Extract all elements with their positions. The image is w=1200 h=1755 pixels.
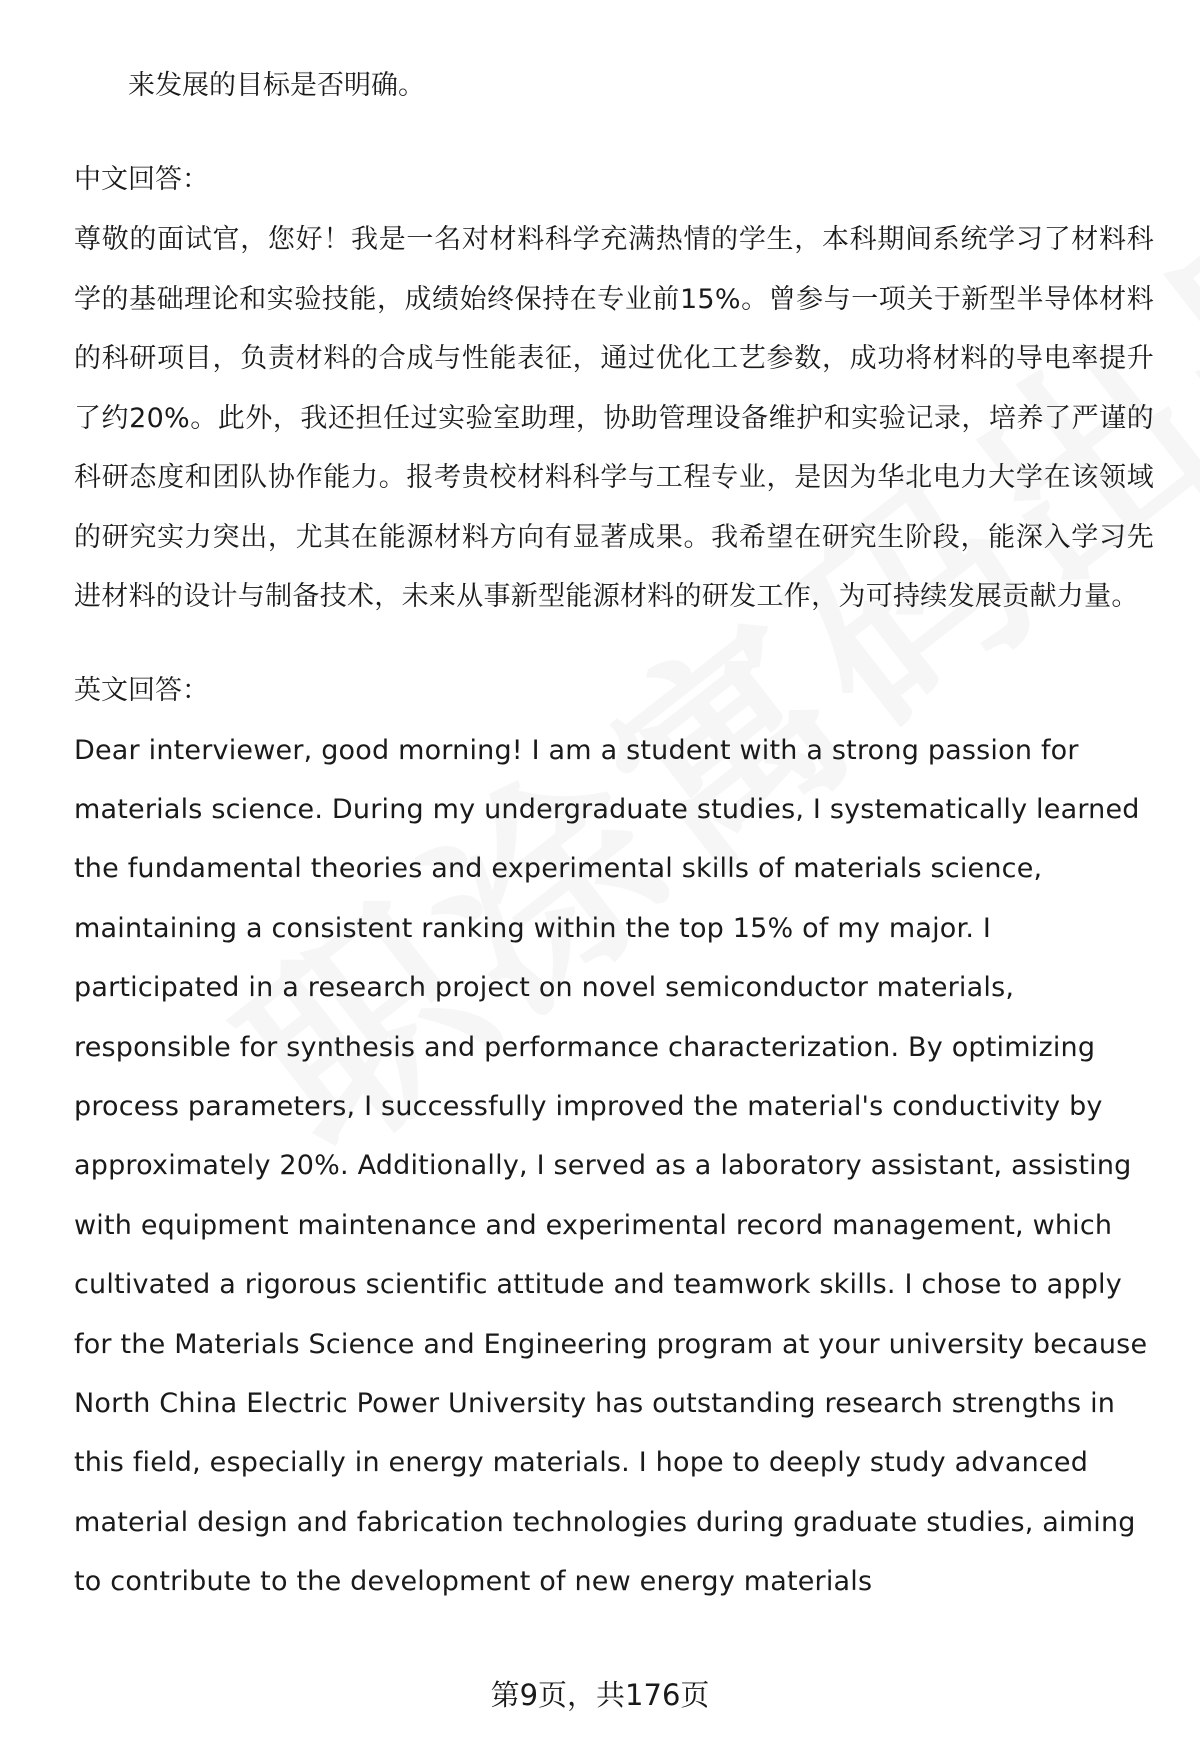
chinese-answer-body: 尊敬的面试官，您好！我是一名对材料科学充满热情的学生，本科期间系统学习了材料科学的基础理论和实验技能，成绩始终保持在专业前15%。曾参与一项关于新型半导体材料的科研项目，负责材料的合成与性能表征，通过优化工艺参数，成功将材料的导电率提升了约20%。此外，我还担任过实验室助理，协助管理设备维护和实验记录，培养了严谨的科研态度和团队协作能力。报考贵校材料科学与工程专业，是因为华北电力大学在该领域的研究实力突出，尤其在能源材料方向有显著成果。我希望在研究生阶段，能深入学习先进材料的设计与制备技术，未来从事新型能源材料的研发工作，为可持续发展贡献力量。 [74,224,1154,612]
english-answer-heading: 英文回答： [74,674,209,706]
continuation-text: 来发展的目标是否明确。 [128,70,425,101]
page-content [74,56,1154,1612]
english-answer-body: Dear interviewer, good morning! I am a student with a strong passion for materials science. During my undergraduate studies, I systematically learned the fundamental theories and experimental skills of materials science, maintaining a consistent ranking within the top 15% of my major. I participated in a research project on novel semiconductor materials, responsible for synthesis and performance characterization. By optimizing process parameters, I successfully improved the material's conductivity by approximately 20%. Additionally, I served as a laboratory assistant, assisting with equipment maintenance and experimental record management, which cultivated a rigorous scientific attitude and teamwork skills. I chose to apply for the Materials Science and Engineering program at your university because North China Electric Power University has outstanding research strengths in this field, especially in energy materials. I hope to deeply study advanced material design and fabrication technologies during graduate studies, aiming to contribute to the development of new energy materials [74,734,1148,1598]
chinese-answer-heading: 中文回答： [74,164,209,195]
page-number-footer: 第9页，共176页 [490,1678,710,1712]
